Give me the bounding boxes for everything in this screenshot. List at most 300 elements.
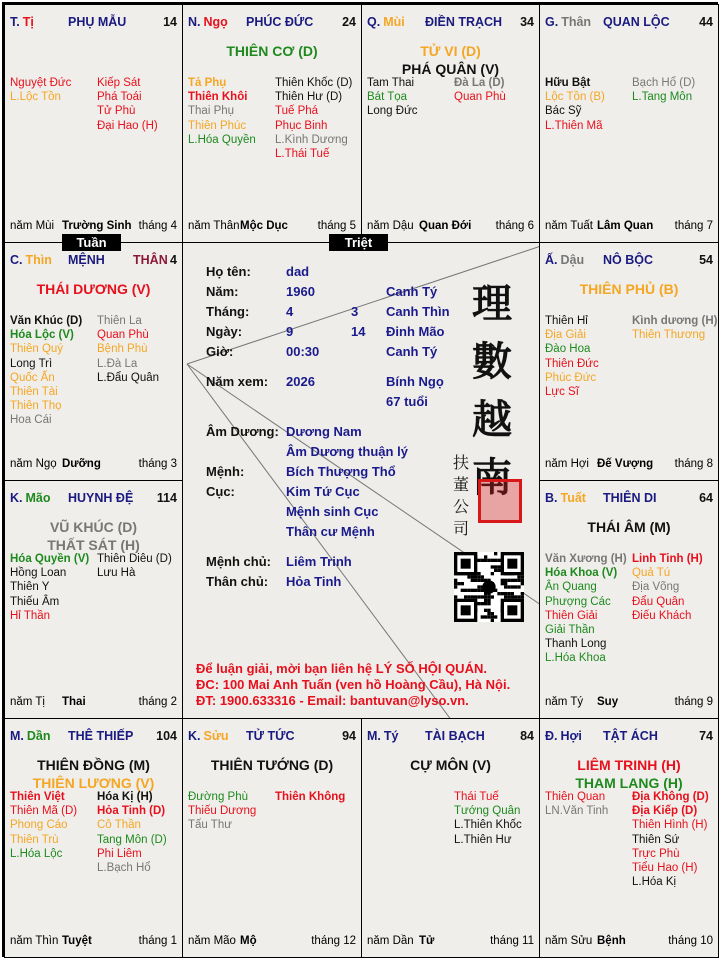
palace-stem: Đ.	[545, 729, 558, 743]
star-item: Thiên Quan	[545, 791, 606, 803]
star-item: Quả Tú	[632, 567, 671, 580]
star-item: Hóa Kị (H)	[97, 791, 153, 803]
main-stars	[5, 756, 182, 792]
star-item: Bệnh Phù	[97, 343, 148, 356]
palace-branch: Dậu	[560, 253, 585, 267]
life-stage: Quan Đới	[419, 220, 472, 232]
year-label: năm Hợi	[545, 458, 589, 470]
star-item: Giải Thần	[545, 624, 595, 637]
right-stars-list	[97, 76, 158, 133]
palace-stem: M.	[367, 729, 381, 743]
star-item: Lưu Hà	[97, 567, 136, 580]
star-item: Phượng Các	[545, 595, 611, 608]
palace-header	[545, 15, 713, 31]
year-label: năm Mão	[188, 935, 236, 947]
left-stars-list	[10, 552, 89, 623]
palace-header	[367, 729, 534, 745]
palace-footer	[545, 458, 713, 472]
palace-footer	[10, 696, 177, 710]
info-ngay-cc: Đinh Mão	[386, 324, 445, 339]
left-stars-list	[188, 76, 256, 147]
star-item: L.Đà La	[97, 357, 138, 370]
info-menh-chu-label: Mệnh chủ:	[206, 554, 271, 569]
palace-branch: Tý	[383, 729, 399, 743]
tuan-label: Tuần	[62, 234, 121, 251]
right-stars-list	[632, 314, 717, 342]
main-star: THẤT SÁT (H)	[47, 537, 140, 553]
star-item: Thanh Long	[545, 638, 607, 651]
life-stage: Tử	[419, 935, 435, 947]
star-item: L.Thiên Hư	[454, 833, 512, 846]
seal-text-char: 扶	[453, 453, 470, 472]
main-star: PHÁ QUÂN (V)	[401, 61, 500, 77]
star-item: Đại Hao (H)	[97, 119, 158, 132]
star-item: Phá Toái	[97, 91, 142, 104]
palace-age-number: 14	[163, 15, 177, 29]
star-item: Hoa Cái	[10, 414, 52, 427]
star-item: Phúc Đức	[545, 371, 597, 384]
calligraphy-char: 理	[472, 280, 512, 327]
star-item: Thiên Quý	[10, 343, 64, 356]
palace-header	[545, 491, 713, 507]
palace-stem: C.	[10, 253, 23, 267]
info-thang-label: Tháng:	[206, 304, 250, 319]
palace-cell[interactable]	[539, 242, 719, 481]
right-stars-list	[97, 790, 167, 875]
palace-footer	[188, 935, 356, 949]
palace-name: PHÚC ĐỨC	[246, 15, 314, 29]
info-thang: 4	[286, 304, 294, 319]
info-thang-cc: Canh Thìn	[386, 304, 450, 319]
star-item: Tấu Thư	[188, 819, 232, 832]
right-stars-list	[275, 790, 345, 804]
contact-line2: ĐC: 100 Mai Anh Tuấn (ven hồ Hoàng Cầu), Hà Nội.	[196, 677, 511, 692]
palace-age-number: 24	[342, 15, 356, 29]
star-item: Đào Hoa	[545, 343, 591, 356]
main-stars	[540, 756, 718, 792]
palace-footer	[545, 220, 713, 234]
tu-vi-chart	[2, 2, 718, 957]
palace-header	[545, 729, 713, 745]
palace-header	[367, 15, 534, 31]
month-label: tháng 12	[311, 935, 356, 947]
palace-age-number: 84	[520, 729, 534, 743]
palace-footer	[545, 935, 713, 949]
month-label: tháng 2	[138, 696, 177, 708]
calligraphy-char: 越	[472, 396, 512, 443]
life-stage: Lâm Quan	[597, 220, 654, 232]
qr-code-icon[interactable]	[454, 552, 524, 622]
year-label: năm Thân	[188, 220, 240, 232]
palace-stem: G.	[545, 15, 559, 29]
star-item: Văn Xương (H)	[545, 553, 627, 565]
palace-age-number: 44	[699, 15, 713, 29]
palace-age-number: 114	[156, 491, 177, 505]
star-item: Quan Phù	[454, 91, 506, 104]
palace-age-number: 104	[156, 729, 177, 743]
calligraphy-char: 數	[472, 338, 512, 385]
palace-name: PHỤ MẪU	[68, 15, 127, 29]
palace-header	[188, 729, 356, 745]
red-seal-icon	[478, 479, 522, 523]
star-item: Tử Phù	[97, 105, 136, 118]
left-stars-list	[10, 76, 71, 104]
star-item: Địa Võng	[632, 581, 680, 594]
star-item: Phục Binh	[275, 119, 328, 132]
star-item: Hóa Lộc (V)	[10, 329, 74, 342]
palace-branch: Tị	[22, 15, 34, 29]
star-item: Bát Tọa	[367, 91, 408, 104]
palace-cell[interactable]	[361, 718, 540, 958]
month-label: tháng 1	[138, 935, 177, 947]
star-item: Thiên Thọ	[10, 400, 62, 413]
palace-age-number: 94	[342, 729, 356, 743]
star-item: Hóa Quyền (V)	[10, 553, 90, 565]
star-item: Thiên Khốc (D)	[275, 77, 353, 89]
info-ho-ten-label: Họ tên:	[206, 264, 251, 279]
month-label: tháng 4	[138, 220, 177, 232]
palace-footer	[367, 220, 534, 234]
star-item: Long Trì	[10, 357, 53, 370]
main-star: THIÊN CƠ (D)	[226, 43, 318, 59]
palace-stem: K.	[10, 491, 23, 505]
palace-cell[interactable]	[4, 718, 183, 958]
right-stars-list	[632, 790, 709, 889]
left-stars-list	[367, 76, 418, 119]
main-stars	[362, 756, 539, 774]
left-stars-list	[545, 76, 605, 133]
palace-footer	[10, 935, 177, 949]
info-am-duong-note: Âm Dương thuận lý	[286, 444, 408, 459]
star-item: Tuế Phá	[275, 105, 319, 118]
palace-stem: K.	[188, 729, 201, 743]
palace-footer	[367, 935, 534, 949]
star-item: L.Hóa Kị	[632, 876, 677, 889]
palace-header	[10, 15, 177, 31]
info-menh-label: Mệnh:	[206, 464, 245, 479]
star-item: L.Thiên Khốc	[454, 819, 522, 832]
life-stage: Suy	[597, 696, 619, 708]
year-label: năm Tị	[10, 696, 45, 708]
palace-cell[interactable]	[182, 718, 362, 958]
life-stage: Thai	[62, 696, 86, 708]
info-am-duong-label: Âm Dương:	[206, 424, 279, 439]
contact-line3: ĐT: 1900.633316 - Email: bantuvan@lyso.vn.	[196, 693, 469, 708]
star-item: Phong Cáo	[10, 819, 68, 832]
year-label: năm Thìn	[10, 935, 59, 947]
star-item: Thiên Giải	[545, 609, 598, 622]
info-gio-cc: Canh Tý	[386, 344, 438, 359]
right-stars-list	[275, 76, 352, 161]
info-ho-ten: dad	[286, 264, 310, 279]
info-gio: 00:30	[286, 344, 320, 359]
info-than-chu: Hỏa Tinh	[286, 574, 342, 589]
main-star: CỰ MÔN (V)	[410, 757, 491, 773]
than-marker: THÂN	[133, 253, 168, 267]
star-item: Tang Môn (D)	[97, 833, 167, 846]
main-star: VŨ KHÚC (D)	[49, 519, 138, 535]
star-item: L.Bạch Hổ	[97, 862, 151, 875]
star-item: Linh Tinh (H)	[632, 553, 703, 565]
palace-name: THIÊN DI	[603, 491, 657, 505]
life-stage: Trường Sinh	[62, 220, 132, 232]
year-label: năm Mùi	[10, 220, 55, 232]
palace-name: ĐIỀN TRẠCH	[425, 15, 503, 29]
palace-footer	[545, 696, 713, 710]
star-item: Thiên Hư (D)	[275, 91, 343, 104]
star-item: Quốc Ấn	[10, 371, 55, 384]
palace-branch: Mùi	[383, 15, 405, 29]
palace-cell[interactable]	[4, 242, 183, 481]
month-label: tháng 9	[674, 696, 713, 708]
info-than-chu-label: Thân chủ:	[206, 574, 269, 589]
palace-header	[188, 15, 356, 31]
palace-branch: Ngọ	[203, 15, 228, 29]
star-item: Thai Phụ	[188, 105, 235, 118]
calligraphy-char: 南	[472, 454, 512, 501]
main-star: THÁI DƯƠNG (V)	[36, 281, 151, 297]
life-stage: Đế Vượng	[597, 458, 654, 470]
info-ngay-am: 14	[351, 324, 366, 339]
main-star: LIÊM TRINH (H)	[577, 757, 681, 773]
info-gio-label: Giờ:	[206, 344, 234, 359]
star-item: Thiên Khôi	[188, 91, 248, 104]
palace-branch: Hợi	[560, 729, 582, 743]
palace-header	[545, 253, 713, 269]
seal-text-char: 司	[453, 519, 470, 538]
info-cuc: Kim Tứ Cục	[286, 484, 360, 499]
contact-line1: Để luận giải, mời bạn liên hệ LÝ SỐ HỘI QUÁN.	[196, 661, 487, 676]
life-stage: Mộ	[240, 935, 257, 947]
star-item: Thiên Phúc	[188, 119, 247, 132]
star-item: Tam Thai	[367, 77, 415, 89]
info-ngay: 9	[286, 324, 294, 339]
palace-stem: B.	[545, 491, 558, 505]
month-label: tháng 5	[317, 220, 356, 232]
life-stage: Bệnh	[597, 935, 626, 947]
year-label: năm Dậu	[367, 220, 414, 232]
main-star: THIÊN TƯỚNG (D)	[210, 757, 334, 773]
palace-footer	[188, 220, 356, 234]
star-item: Quan Phù	[97, 329, 149, 342]
star-item: Phi Liêm	[97, 847, 142, 860]
year-label: năm Ngọ	[10, 458, 57, 470]
right-stars-list	[632, 552, 703, 623]
main-stars	[5, 518, 182, 554]
main-star: THAM LANG (H)	[575, 775, 683, 791]
star-item: Long Đức	[367, 105, 418, 118]
star-item: L.Tang Môn	[632, 91, 693, 104]
palace-stem: T.	[10, 15, 20, 29]
info-thang-am: 3	[351, 304, 359, 319]
star-item: Kiếp Sát	[97, 77, 141, 89]
info-nam-xem-cc: Bính Ngọ	[386, 374, 444, 389]
info-nam-xem-label: Năm xem:	[206, 374, 269, 389]
main-stars	[362, 42, 539, 78]
main-star: THIÊN ĐỒNG (M)	[37, 757, 150, 773]
star-item: Thiên Thương	[632, 329, 706, 342]
life-stage: Tuyệt	[62, 935, 92, 947]
star-item: Thiên Hình (H)	[632, 819, 708, 832]
left-stars-list	[545, 790, 608, 818]
palace-branch: Sửu	[203, 729, 229, 743]
life-stage: Dưỡng	[62, 458, 101, 470]
month-label: tháng 11	[490, 935, 534, 947]
right-stars-list	[97, 552, 172, 580]
palace-name: MỆNH	[68, 253, 105, 267]
right-stars-list	[454, 76, 506, 104]
palace-header	[10, 491, 177, 507]
main-stars	[540, 280, 718, 298]
month-label: tháng 7	[674, 220, 713, 232]
palace-name: NÔ BỘC	[603, 253, 653, 267]
info-ngay-label: Ngày:	[206, 324, 243, 339]
palace-name: TÀI BẠCH	[425, 729, 485, 743]
palace-name: TỬ TỨC	[246, 729, 295, 743]
star-item: Thiên Diêu (D)	[97, 553, 172, 565]
right-stars-list	[632, 76, 695, 104]
star-item: Thiên Đức	[545, 357, 599, 370]
star-item: Thiếu Dương	[188, 805, 257, 818]
palace-cell[interactable]	[4, 480, 183, 719]
info-menh-chu: Liêm Trinh	[286, 554, 352, 569]
left-stars-list	[10, 314, 82, 428]
star-item: L.Hóa Khoa	[545, 652, 606, 665]
palace-cell[interactable]	[361, 4, 540, 243]
star-item: L.Lộc Tồn	[10, 91, 61, 104]
info-menh: Bích Thượng Thổ	[286, 464, 396, 479]
star-item: L.Kình Dương	[275, 133, 348, 146]
palace-age-number: 64	[699, 491, 713, 505]
star-item: L.Hóa Lộc	[10, 847, 63, 860]
star-item: Thiên Y	[10, 581, 50, 594]
star-item: Tiểu Hao (H)	[632, 862, 698, 875]
star-item: Điếu Khách	[632, 609, 692, 622]
palace-cell[interactable]	[539, 718, 719, 958]
palace-age-number: 4	[170, 253, 177, 267]
seal-text-char: 公	[453, 497, 470, 516]
star-item: Địa Không (D)	[632, 791, 709, 803]
star-item: Lộc Tồn (B)	[545, 91, 605, 104]
star-item: LN.Văn Tinh	[545, 805, 609, 818]
star-item: Thái Tuế	[454, 791, 499, 803]
palace-age-number: 34	[520, 15, 534, 29]
info-am-duong: Dương Nam	[286, 424, 362, 439]
info-cuc-note1: Mệnh sinh Cục	[286, 504, 379, 519]
year-label: năm Sửu	[545, 935, 593, 947]
main-stars	[5, 280, 182, 298]
star-item: L.Đẩu Quân	[97, 371, 160, 384]
life-stage: Mộc Dục	[240, 220, 288, 232]
left-stars-list	[545, 552, 627, 666]
palace-branch: Thìn	[25, 253, 52, 267]
palace-branch: Mão	[25, 491, 51, 505]
year-label: năm Dần	[367, 935, 414, 947]
info-nam-xem: 2026	[286, 374, 315, 389]
left-stars-list	[10, 790, 77, 861]
year-label: năm Tý	[545, 696, 584, 708]
info-nam-label: Năm:	[206, 284, 239, 299]
main-stars	[183, 756, 361, 774]
star-item: Lực Sĩ	[545, 386, 579, 399]
left-stars-list	[545, 314, 599, 399]
palace-header	[10, 729, 177, 745]
star-item: L.Thái Tuế	[275, 148, 330, 161]
month-label: tháng 3	[138, 458, 177, 470]
star-item: Văn Khúc (D)	[10, 315, 83, 327]
star-item: L.Hóa Quyền	[188, 133, 256, 146]
triet-label: Triệt	[329, 234, 388, 251]
palace-branch: Tuất	[560, 491, 586, 505]
star-item: Địa Kiếp (D)	[632, 805, 698, 818]
main-star: THIÊN PHỦ (B)	[579, 281, 679, 297]
palace-stem: Q.	[367, 15, 381, 29]
palace-name: THÊ THIẾP	[68, 729, 134, 743]
star-item: Bạch Hổ (D)	[632, 77, 696, 89]
main-stars	[183, 42, 361, 60]
palace-cell[interactable]	[4, 4, 183, 243]
main-star: THÁI ÂM (M)	[587, 519, 671, 535]
info-tuoi: 67 tuổi	[386, 394, 428, 409]
palace-age-number: 74	[699, 729, 713, 743]
star-item: Hỉ Thần	[10, 609, 51, 622]
star-item: Trực Phù	[632, 847, 680, 860]
year-label: năm Tuất	[545, 220, 593, 232]
palace-branch: Thân	[561, 15, 592, 29]
star-item: Thiên Mã (D)	[10, 805, 78, 818]
star-item: Thiên Sứ	[632, 833, 680, 846]
star-item: Thiên Không	[275, 791, 346, 803]
palace-cell[interactable]	[539, 4, 719, 243]
palace-footer	[10, 458, 177, 472]
star-item: Kình dương (H)	[632, 315, 718, 327]
star-item: Hữu Bật	[545, 77, 591, 89]
palace-name: TẬT ÁCH	[603, 729, 658, 743]
month-label: tháng 10	[668, 935, 713, 947]
star-item: Thiên Trù	[10, 833, 59, 846]
right-stars-list	[454, 790, 522, 847]
star-item: Địa Giải	[545, 329, 586, 342]
star-item: Tả Phụ	[188, 77, 227, 89]
palace-age-number: 54	[699, 253, 713, 267]
month-label: tháng 6	[495, 220, 534, 232]
main-star: TỬ VI (D)	[420, 43, 481, 59]
info-nam: 1960	[286, 284, 315, 299]
star-item: Thiên La	[97, 315, 142, 327]
star-item: Đà La (D)	[454, 77, 505, 89]
palace-branch: Dần	[26, 729, 51, 743]
palace-footer	[10, 220, 177, 234]
star-item: Bác Sỹ	[545, 105, 582, 118]
seal-text-char: 董	[453, 475, 470, 494]
palace-cell[interactable]	[182, 4, 362, 243]
star-item: Thiếu Âm	[10, 595, 60, 608]
star-item: Thiên Việt	[10, 791, 65, 803]
star-item: Đẩu Quân	[632, 595, 685, 608]
info-nam-cc: Canh Tý	[386, 284, 438, 299]
star-item: Cô Thần	[97, 819, 141, 832]
palace-cell[interactable]	[539, 480, 719, 719]
star-item: Hóa Khoa (V)	[545, 567, 618, 580]
star-item: Thiên Hỉ	[545, 315, 588, 327]
star-item: Ân Quang	[545, 581, 597, 594]
info-cuc-label: Cục:	[206, 484, 235, 499]
left-stars-list	[188, 790, 256, 833]
info-cuc-note2: Thân cư Mệnh	[286, 524, 375, 539]
star-item: Hồng Loan	[10, 567, 67, 580]
palace-stem: M.	[10, 729, 24, 743]
palace-header	[10, 253, 177, 269]
